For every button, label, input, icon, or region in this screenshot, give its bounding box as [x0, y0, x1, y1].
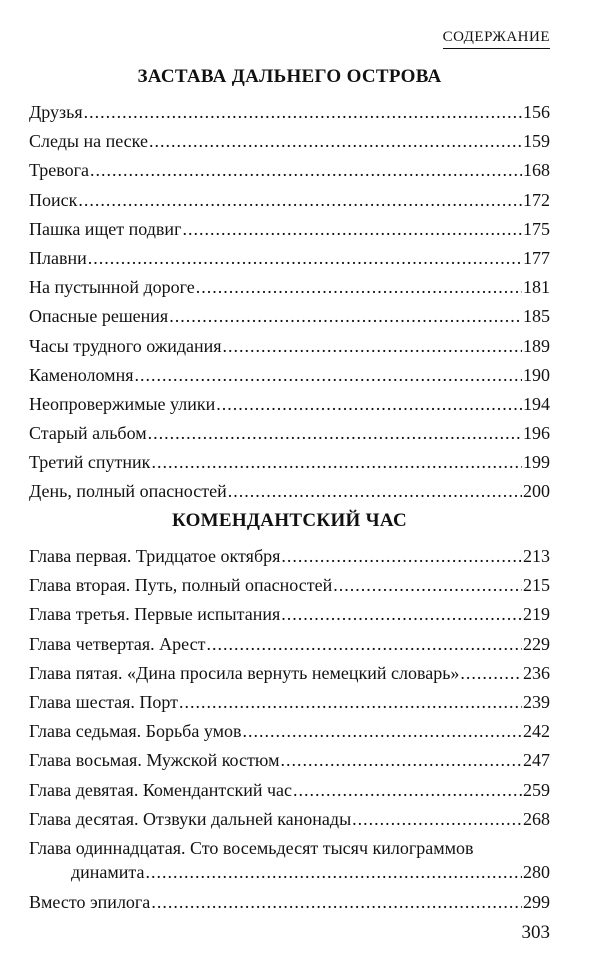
toc-entry[interactable] [29, 191, 550, 220]
toc-entry[interactable] [29, 220, 550, 249]
dot-leader [149, 132, 522, 151]
toc-entry-title: Глава вторая. Путь, полный опасностей [29, 576, 333, 596]
dot-leader [78, 191, 522, 210]
toc-entry-page: 168 [523, 161, 550, 181]
toc-entry-page: 259 [523, 780, 550, 800]
section-title-2: КОМЕНДАНТСКИЙ ЧАС [171, 510, 408, 531]
toc-entry-page: 175 [523, 219, 550, 239]
toc-entry-title: Глава девятая. Комендантский час [29, 780, 292, 800]
toc-entry[interactable] [29, 482, 550, 511]
toc-entry-page: 229 [523, 634, 550, 654]
dot-leader [169, 307, 522, 326]
toc-entry-title: Старый альбом [29, 424, 147, 444]
toc-entry-page: 177 [523, 248, 550, 268]
toc-entry[interactable] [29, 278, 550, 307]
toc-entry-page: 190 [523, 365, 550, 385]
dot-leader [223, 337, 522, 356]
dot-leader [151, 453, 522, 472]
toc-entry-page: 299 [523, 892, 550, 912]
toc-entry[interactable] [29, 664, 550, 693]
dot-leader [90, 161, 522, 180]
toc-entry-title-cont: динамита [71, 861, 145, 882]
toc-entry[interactable] [29, 576, 550, 605]
dot-leader [242, 722, 522, 741]
toc-entry[interactable] [29, 547, 550, 576]
dot-leader [281, 547, 522, 566]
dot-leader [148, 424, 522, 443]
dot-leader [151, 893, 522, 912]
toc-entry-title: Неопровержимые улики [29, 394, 216, 414]
dot-leader [216, 395, 522, 414]
toc-entry[interactable] [29, 424, 550, 453]
toc-entry-title: Часы трудного ожидания [29, 336, 222, 356]
toc-entry[interactable] [29, 249, 550, 278]
dot-leader [228, 482, 522, 501]
toc-entry-title: Глава четвертая. Арест [29, 634, 206, 654]
toc-entry-page: 200 [523, 482, 550, 502]
toc-entry-page: 280 [523, 861, 550, 882]
dot-leader [280, 751, 522, 770]
toc-entry-title: Глава одиннадцатая. Сто восемьдесят тысяч килограммов [29, 838, 474, 858]
toc-entry-title: Глава восьмая. Мужской костюм [29, 751, 280, 771]
toc-entry-title: Глава седьмая. Борьба умов [29, 722, 242, 742]
toc-entry-title: Вместо эпилога [29, 892, 151, 912]
toc-entry-page: 268 [523, 809, 550, 829]
dot-leader [281, 605, 522, 624]
dot-leader [84, 103, 522, 122]
toc-entry-page: 172 [523, 190, 550, 210]
dot-leader [146, 863, 522, 882]
toc-entry-title: Друзья [29, 103, 83, 122]
toc-entry-page: 189 [523, 336, 550, 356]
toc-entry-title: Третий спутник [29, 453, 151, 473]
toc-entry-title: Пашка ищет подвиг [29, 219, 182, 239]
toc-entry-page: 159 [523, 132, 550, 152]
toc-entry-title: Поиск [29, 190, 78, 210]
dot-leader [352, 810, 522, 829]
toc-entry[interactable] [29, 337, 550, 366]
toc-entry-page: 242 [523, 722, 550, 742]
toc-entry-page: 156 [523, 103, 550, 122]
toc-entry[interactable] [29, 781, 550, 810]
toc-entry[interactable] [29, 453, 550, 482]
running-head: СОДЕРЖАНИЕ [443, 29, 550, 49]
toc-entry-page: 213 [523, 547, 550, 566]
toc-entry[interactable] [29, 132, 550, 161]
dot-leader [134, 366, 522, 385]
toc-entry[interactable] [29, 810, 550, 839]
toc-entry[interactable] [29, 693, 550, 722]
toc-entry-title: Плавни [29, 248, 87, 268]
toc-list-2 [29, 547, 550, 922]
dot-leader [206, 635, 522, 654]
toc-entry-title: Глава первая. Тридцатое октября [29, 547, 281, 566]
toc-entry-title: Глава шестая. Порт [29, 692, 179, 712]
toc-entry-title: Глава третья. Первые испытания [29, 605, 281, 625]
toc-entry-page: 239 [523, 692, 550, 712]
toc-entry[interactable] [29, 103, 550, 132]
toc-entry-title: На пустынной дороге [29, 278, 195, 298]
toc-entry-page: 236 [523, 663, 550, 683]
toc-entry-page: 219 [523, 605, 550, 625]
toc-entry-page: 185 [523, 307, 550, 327]
toc-entry[interactable] [29, 722, 550, 751]
toc-entry[interactable] [29, 635, 550, 664]
toc-entry-title: Каменоломня [29, 365, 134, 385]
toc-entry[interactable] [29, 751, 550, 780]
toc-entry-page: 215 [523, 576, 550, 596]
toc-entry-continuation [29, 863, 550, 893]
toc-entry[interactable] [29, 839, 550, 893]
toc-entry-page: 199 [523, 453, 550, 473]
dot-leader [196, 278, 522, 297]
toc-entry-title: Опасные решения [29, 307, 169, 327]
toc-entry[interactable] [29, 893, 550, 922]
toc-entry-page: 181 [523, 278, 550, 298]
toc-entry-title: Следы на песке [29, 132, 148, 152]
section-title-1: ЗАСТАВА ДАЛЬНЕГО ОСТРОВА [137, 66, 442, 87]
dot-leader [333, 576, 522, 595]
toc-entry-page: 194 [523, 394, 550, 414]
toc-entry-title: Глава пятая. «Дина просила вернуть немецкий словарь» [29, 663, 460, 683]
toc-entry-page: 247 [523, 751, 550, 771]
page-number: 303 [521, 922, 550, 943]
toc-entry[interactable] [29, 307, 550, 336]
dot-leader [460, 664, 522, 683]
dot-leader [88, 249, 522, 268]
toc-entry[interactable] [29, 395, 550, 424]
toc-entry[interactable] [29, 605, 550, 634]
toc-entry-page: 196 [523, 424, 550, 444]
dot-leader [293, 781, 522, 800]
toc-entry-title: День, полный опасностей [29, 482, 227, 502]
toc-entry[interactable] [29, 366, 550, 395]
toc-entry-title: Глава десятая. Отзвуки дальней канонады [29, 809, 352, 829]
toc-entry-title: Тревога [29, 161, 90, 181]
dot-leader [179, 693, 522, 712]
dot-leader [182, 220, 522, 239]
toc-entry[interactable] [29, 161, 550, 190]
toc-list-1 [29, 103, 550, 512]
